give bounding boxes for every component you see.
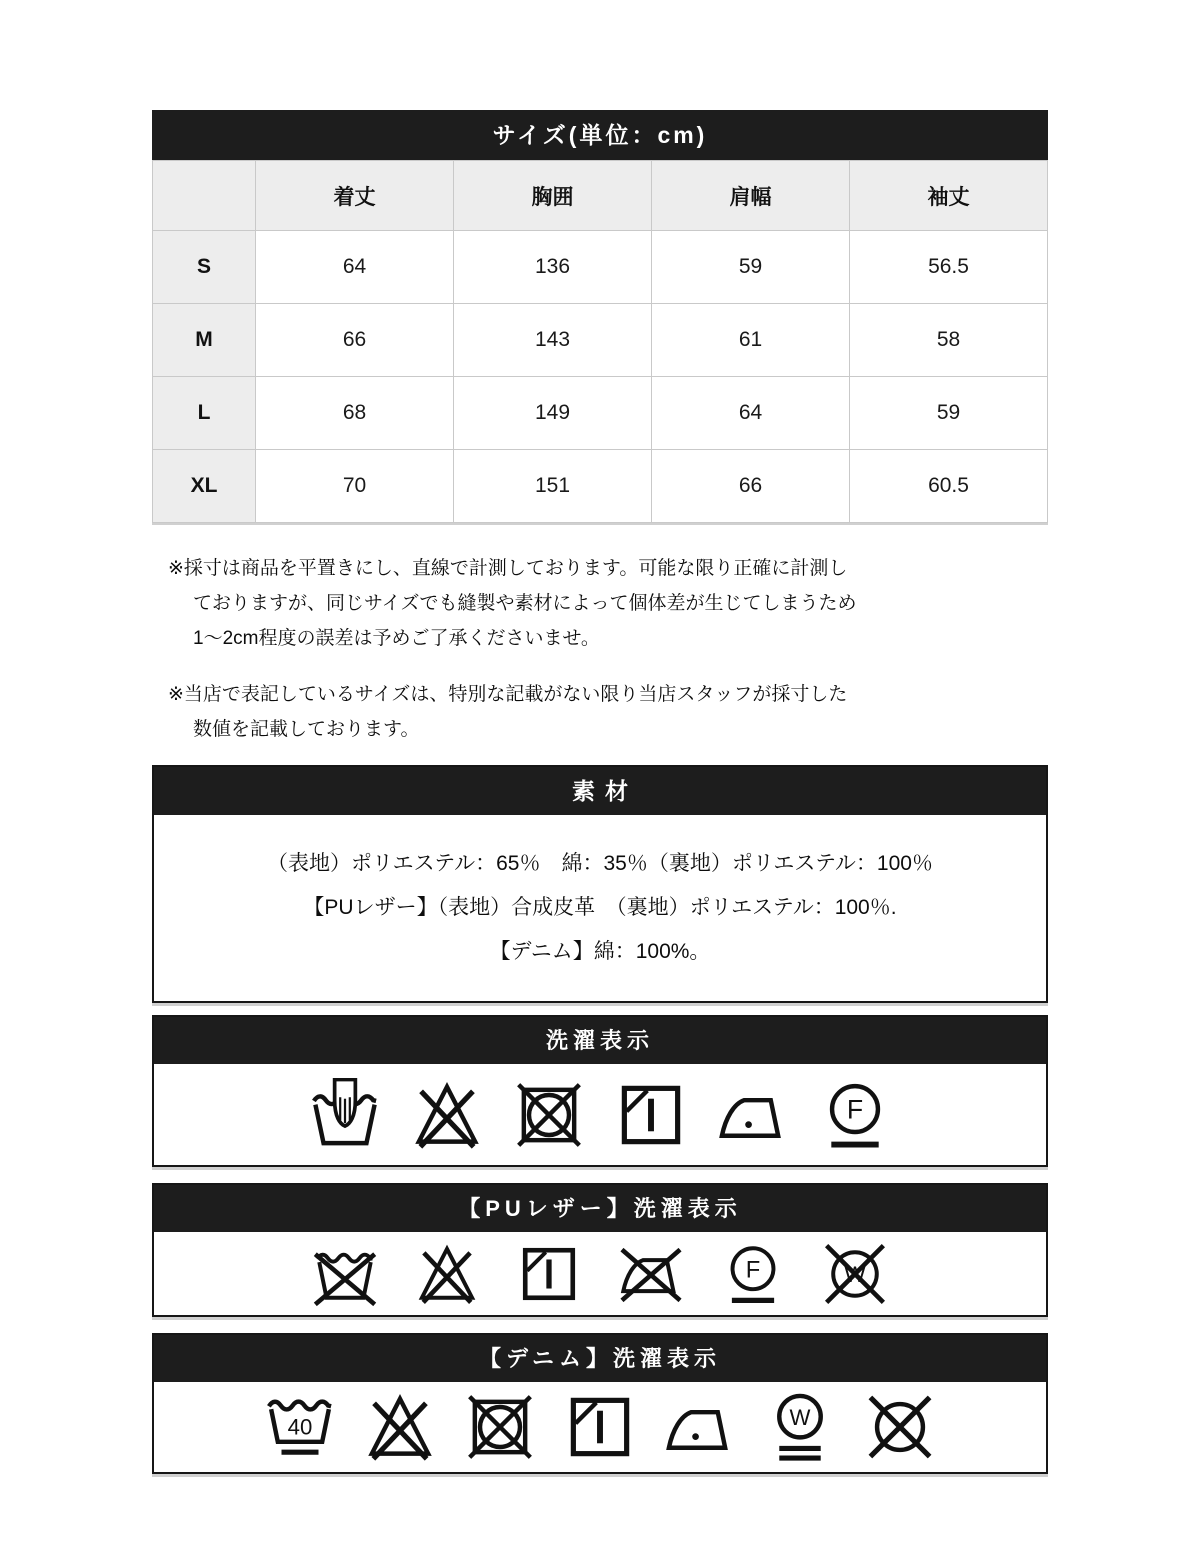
note (168, 551, 968, 656)
do-not-dry-clean-icon (863, 1390, 937, 1464)
hand-wash-icon (308, 1078, 382, 1152)
note-line: ※採寸は商品を平置きにし、直線で計測しております。可能な限り正確に計測し (168, 558, 848, 579)
do-not-wet-clean-icon (822, 1241, 888, 1307)
size-row-label: XL (153, 450, 256, 523)
size-table-header-row (153, 161, 1048, 231)
material-section (152, 765, 1048, 1003)
care-section (152, 1333, 1048, 1474)
size-row-label: M (153, 304, 256, 377)
size-section (152, 110, 1048, 523)
note-line: ※当店で表記しているサイズは、特別な記載がない限り当店スタッフが採寸した (168, 684, 848, 705)
size-cell: 58 (850, 304, 1048, 377)
iron-low-heat-icon (716, 1078, 790, 1152)
dry-clean-petroleum-gentle-icon (720, 1241, 786, 1307)
size-column-header: 袖丈 (850, 161, 1048, 231)
material-line: （表地）ポリエステル：65％ 綿：35％（裏地）ポリエステル：100％ (267, 852, 933, 875)
size-cell: 64 (652, 377, 850, 450)
note-line: 数値を記載しております。 (193, 719, 420, 740)
size-cell: 60.5 (850, 450, 1048, 523)
size-cell: 151 (454, 450, 652, 523)
do-not-tumble-dry-icon (512, 1078, 586, 1152)
size-table-row (153, 450, 1048, 523)
do-not-tumble-dry-icon (463, 1390, 537, 1464)
size-corner-cell (153, 161, 256, 231)
do-not-wash-icon (312, 1241, 378, 1307)
do-not-iron-icon (618, 1241, 684, 1307)
line-dry-shade-icon (614, 1078, 688, 1152)
notes (168, 551, 968, 747)
size-cell: 70 (256, 450, 454, 523)
size-cell: 143 (454, 304, 652, 377)
do-not-bleach-icon (414, 1241, 480, 1307)
care-icons-row (154, 1232, 1046, 1315)
size-cell: 149 (454, 377, 652, 450)
material-line: 【PUレザー】（表地）合成皮革 （裏地）ポリエステル：100％. (303, 896, 897, 919)
care-section (152, 1183, 1048, 1317)
size-cell: 64 (256, 231, 454, 304)
wet-clean-very-gentle-icon (763, 1390, 837, 1464)
size-cell: 66 (652, 450, 850, 523)
size-column-header: 着丈 (256, 161, 454, 231)
size-table-row (153, 377, 1048, 450)
size-row-label: S (153, 231, 256, 304)
care-section-title: 洗濯表示 (154, 1017, 1046, 1064)
size-cell: 136 (454, 231, 652, 304)
size-table-body (153, 231, 1048, 523)
note-line: ておりますが、同じサイズでも縫製や素材によって個体差が生じてしまうため (193, 593, 857, 614)
size-cell: 59 (850, 377, 1048, 450)
size-cell: 66 (256, 304, 454, 377)
size-cell: 56.5 (850, 231, 1048, 304)
size-table-row (153, 304, 1048, 377)
size-table (152, 160, 1048, 523)
do-not-bleach-icon (363, 1390, 437, 1464)
iron-low-heat-icon (663, 1390, 737, 1464)
care-section-title: 【デニム】洗濯表示 (154, 1335, 1046, 1382)
size-table-row (153, 231, 1048, 304)
note-line: 1〜2cm程度の誤差は予めご了承くださいませ。 (193, 628, 600, 649)
care-section (152, 1015, 1048, 1167)
material-section-title: 素材 (154, 767, 1046, 815)
care-icons-row (154, 1064, 1046, 1165)
dry-clean-petroleum-gentle-icon (818, 1078, 892, 1152)
line-dry-shade-icon (563, 1390, 637, 1464)
size-cell: 59 (652, 231, 850, 304)
size-row-label: L (153, 377, 256, 450)
size-section-title: サイズ(単位：cm) (152, 110, 1048, 160)
note (168, 677, 968, 747)
line-dry-shade-icon (516, 1241, 582, 1307)
do-not-bleach-icon (410, 1078, 484, 1152)
material-line: 【デニム】綿：100%。 (489, 940, 711, 963)
material-body (154, 815, 1046, 1001)
wash-40-gentle-icon (263, 1390, 337, 1464)
care-section-title: 【PUレザー】洗濯表示 (154, 1185, 1046, 1232)
care-sections (152, 1015, 1048, 1474)
size-column-header: 胸囲 (454, 161, 652, 231)
size-cell: 61 (652, 304, 850, 377)
size-column-header: 肩幅 (652, 161, 850, 231)
size-cell: 68 (256, 377, 454, 450)
care-icons-row (154, 1382, 1046, 1472)
